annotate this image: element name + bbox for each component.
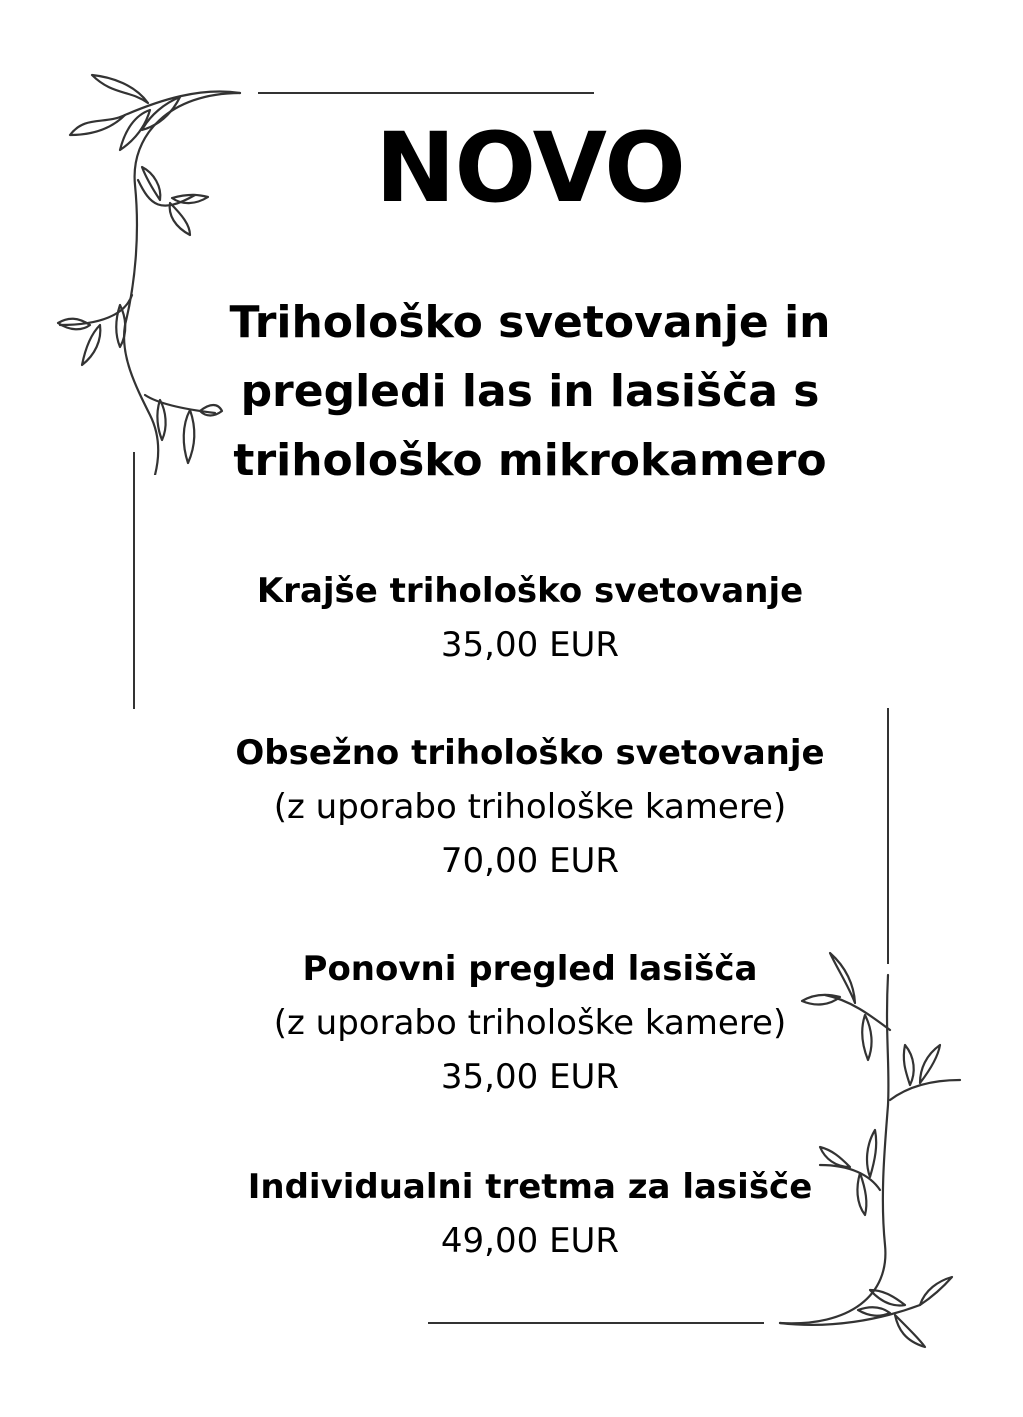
service-item: [0, 726, 1023, 888]
subtitle-line: trihološko mikrokamero: [233, 435, 827, 486]
service-note: (z uporabo trihološke kamere): [273, 1003, 787, 1043]
service-price: 35,00 EUR: [440, 1057, 620, 1097]
service-name: Ponovni pregled lasišča: [302, 949, 758, 989]
service-item: [0, 564, 1023, 672]
service-name: Individualni tretma za lasišče: [247, 1167, 813, 1207]
service-price: 70,00 EUR: [440, 841, 620, 881]
page-title: NOVO: [375, 112, 685, 224]
service-note: (z uporabo trihološke kamere): [273, 787, 787, 827]
service-name: Obsežno trihološko svetovanje: [235, 733, 825, 773]
service-price: 35,00 EUR: [440, 625, 620, 665]
service-item: [0, 1160, 1023, 1268]
service-name: Krajše trihološko svetovanje: [256, 571, 804, 611]
service-price: 49,00 EUR: [440, 1221, 620, 1261]
service-item: [0, 942, 1023, 1104]
frame-top-line: [258, 92, 594, 94]
frame-bottom-line: [428, 1322, 764, 1324]
subtitle-line: pregledi las in lasišča s: [240, 366, 820, 417]
subtitle-line: Trihološko svetovanje in: [229, 297, 831, 348]
subtitle: [0, 288, 1023, 495]
